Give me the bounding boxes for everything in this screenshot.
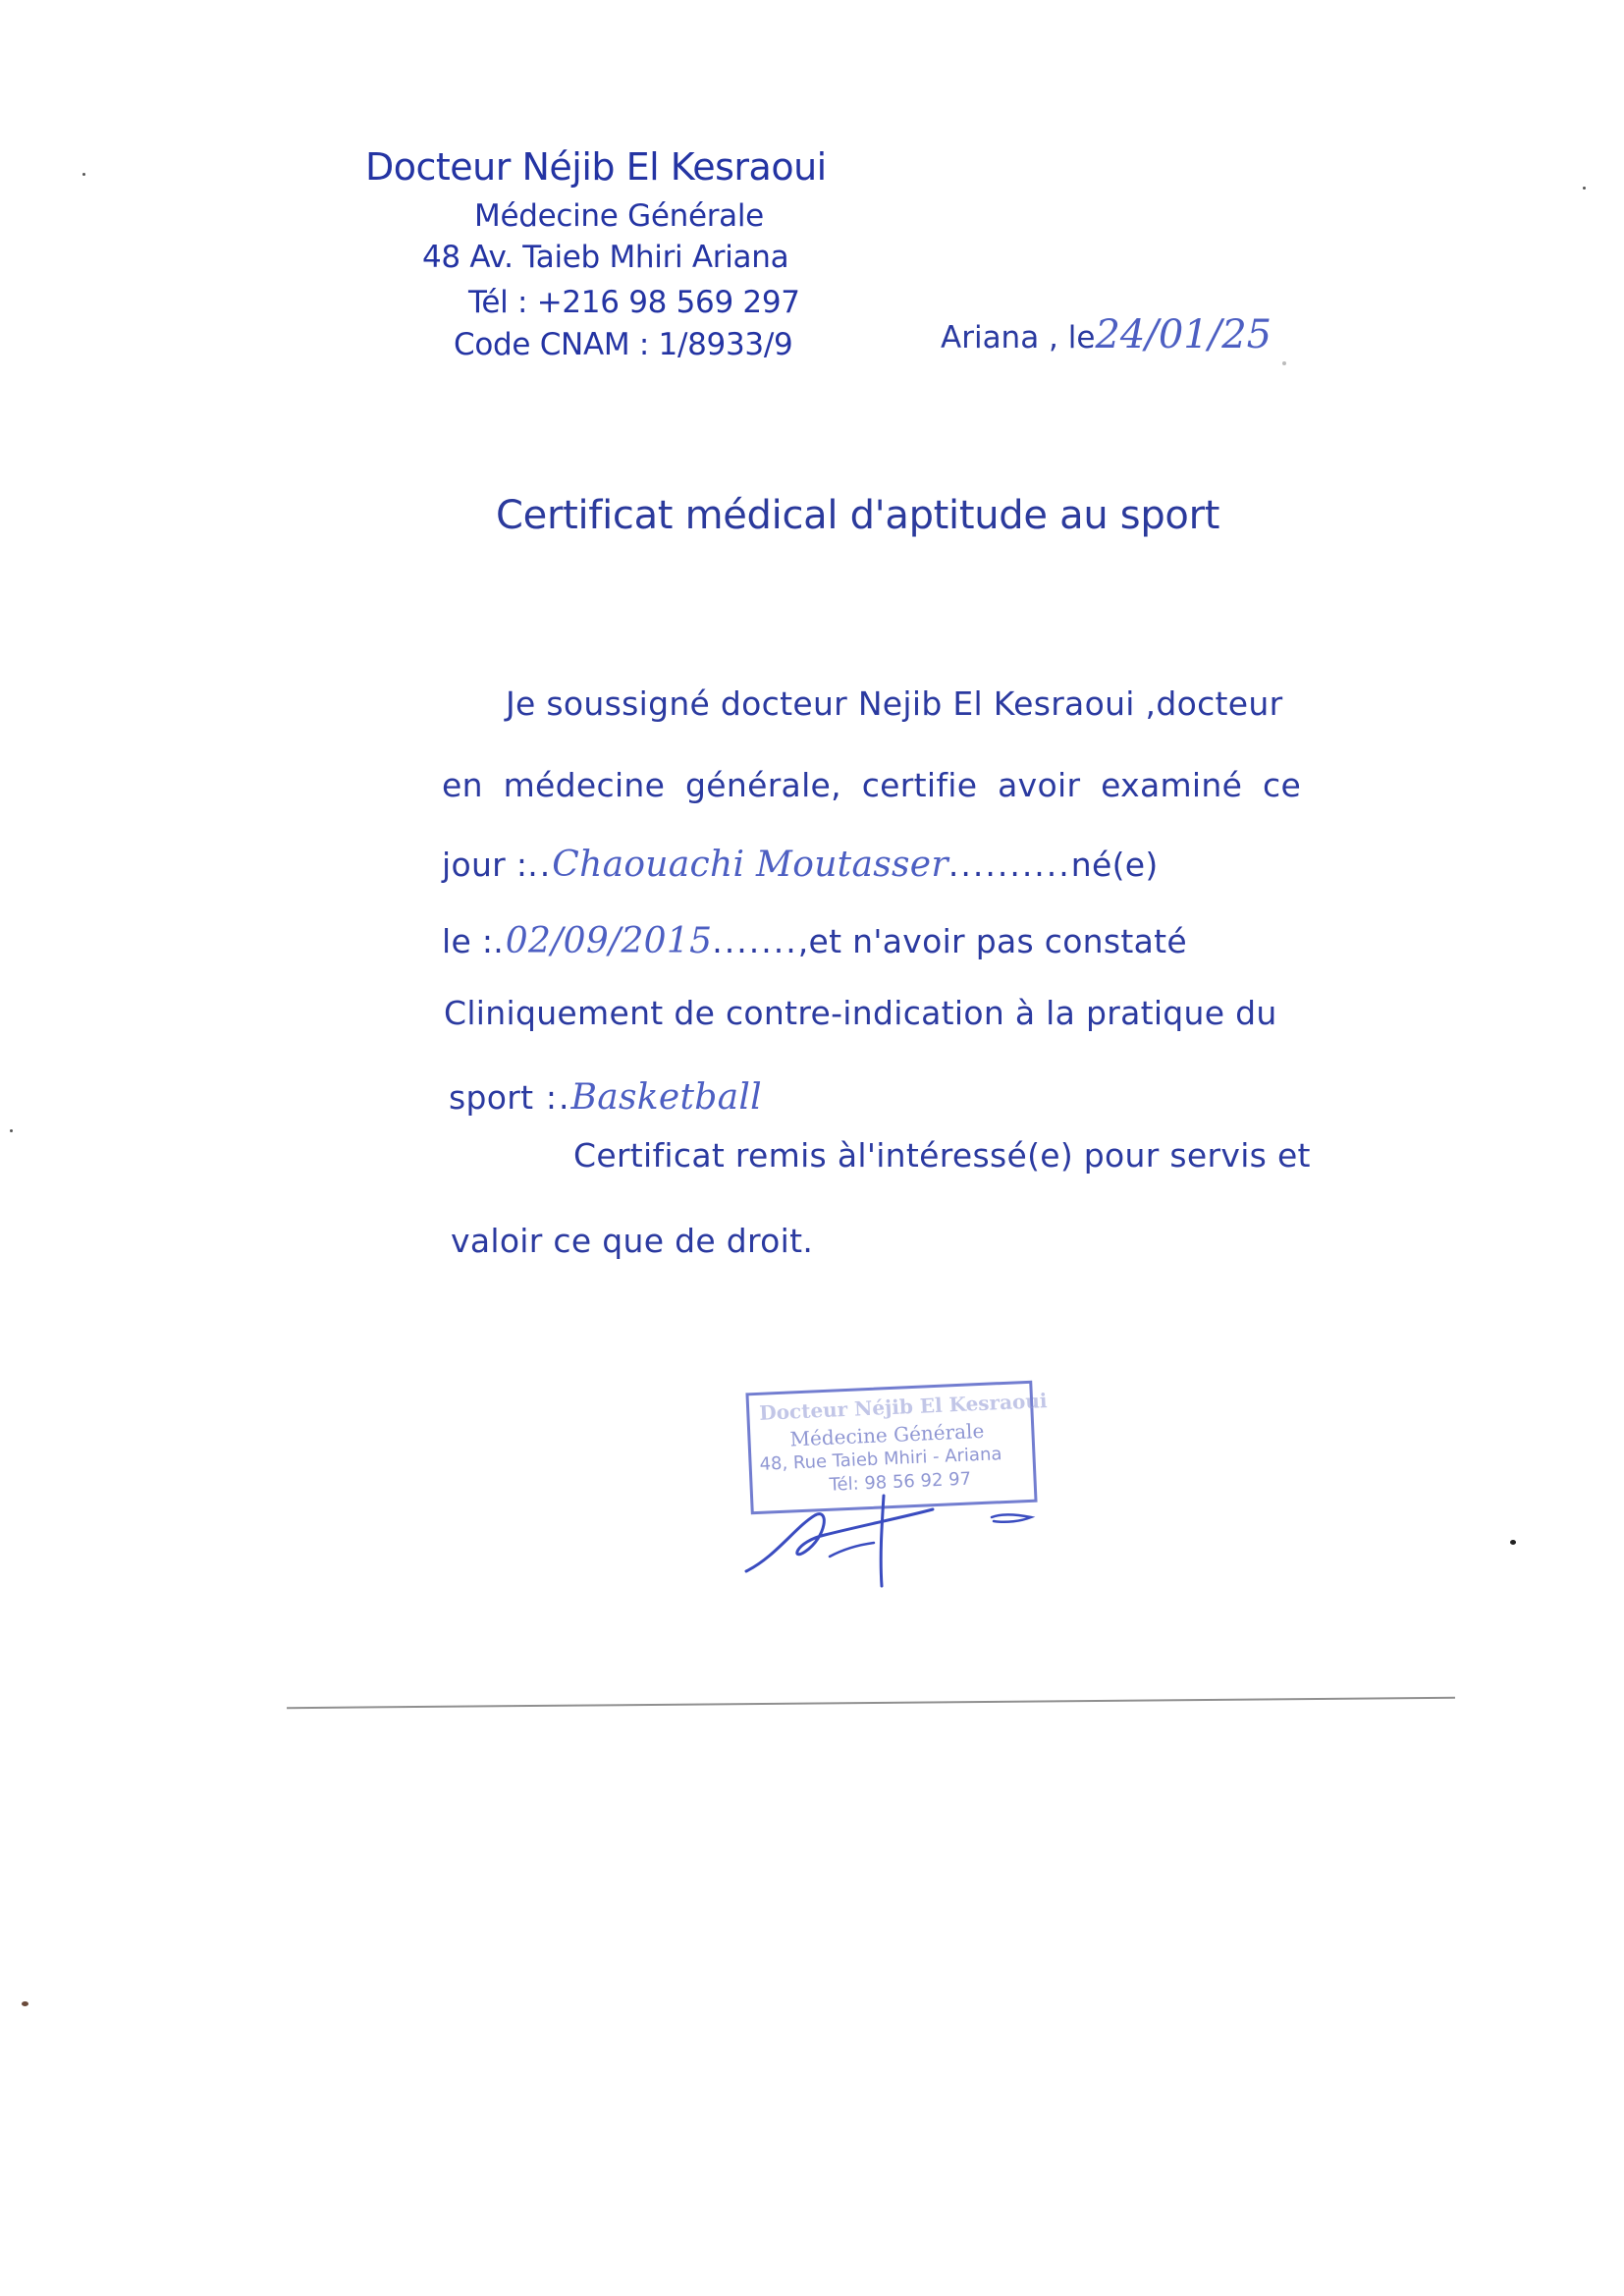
body-line-4: le :.02/09/2015.......,et n'avoir pas constaté (442, 921, 1187, 961)
doctor-address: 48 Av. Taieb Mhiri Ariana (422, 240, 789, 275)
scan-speck (1583, 187, 1586, 190)
scan-speck (10, 1129, 13, 1132)
body-line-6: sport :.Basketball (449, 1077, 762, 1118)
doctor-specialty: Médecine Générale (474, 198, 764, 234)
body-line-8: valoir ce que de droit. (451, 1222, 814, 1260)
day-label: jour : (442, 846, 528, 884)
stamp-line-3: 48, Rue Taieb Mhiri - Ariana (759, 1444, 1002, 1475)
scan-speck (1282, 361, 1286, 365)
body-line-2: en médecine générale, certifie avoir examiné ce (442, 766, 1302, 804)
body-line-7: Certificat remis àl'intéressé(e) pour servis et (573, 1136, 1311, 1175)
birth-label: le : (442, 922, 494, 960)
sport-handwritten: Basketball (570, 1077, 762, 1118)
certificate-title: Certificat médical d'aptitude au sport (496, 493, 1220, 538)
doctor-phone: Tél : +216 98 569 297 (468, 285, 800, 320)
place-date (941, 312, 1272, 357)
stamp-line-2: Médecine Générale (789, 1418, 985, 1451)
sport-label: sport (449, 1078, 534, 1117)
patient-name-handwritten: Chaouachi Moutasser (552, 845, 948, 885)
birth-date-handwritten: 02/09/2015 (505, 921, 713, 961)
doctor-cnam-code: Code CNAM : 1/8933/9 (454, 327, 793, 362)
scan-speck (1510, 1540, 1516, 1545)
stamp-line-4: Tél: 98 56 92 97 (829, 1468, 972, 1496)
scan-speck (82, 173, 85, 176)
footer-rule (287, 1697, 1455, 1709)
scan-speck (22, 2001, 28, 2006)
place-label: Ariana , le (941, 320, 1096, 355)
body-line-1: Je soussigné docteur Nejib El Kesraoui ,docteur (506, 684, 1283, 723)
body-line-5: Cliniquement de contre-indication à la pratique du (444, 994, 1277, 1032)
signature-icon (736, 1488, 1051, 1596)
body-line-3: jour :..Chaouachi Moutasser..........né(e) (442, 845, 1159, 885)
no-contraindication-text: ,et n'avoir pas constaté (797, 922, 1187, 960)
handwritten-date: 24/01/25 (1095, 312, 1272, 357)
born-label: né(e) (1070, 846, 1159, 884)
stamp-line-1: Docteur Néjib El Kesraoui (758, 1389, 1048, 1425)
doctor-name: Docteur Néjib El Kesraoui (365, 145, 827, 189)
